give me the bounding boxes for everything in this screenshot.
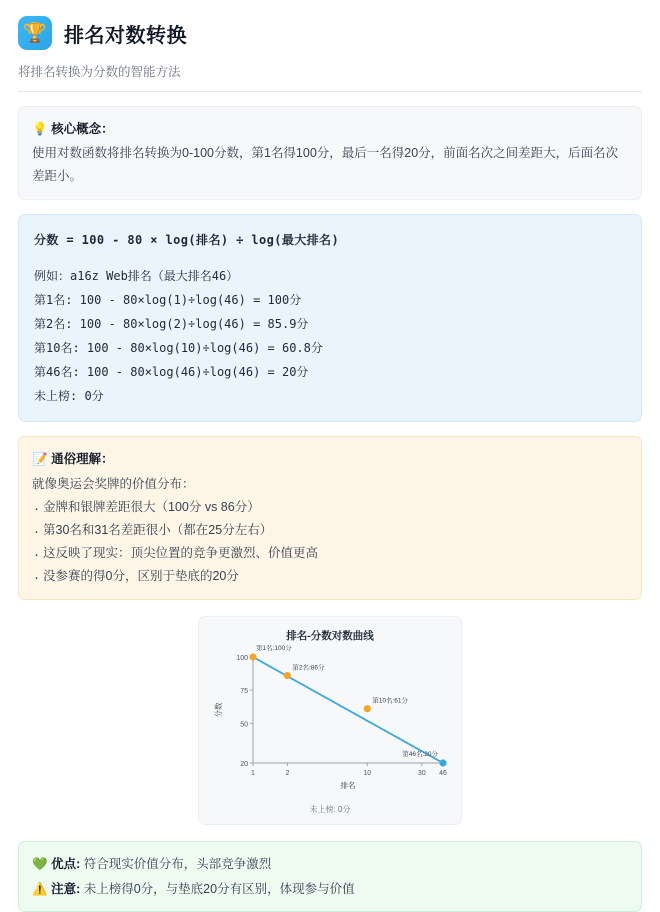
formula-line: 未上榜: 0分 <box>34 389 104 404</box>
heart-icon: 💚 <box>32 857 48 872</box>
svg-text:1: 1 <box>251 770 255 778</box>
list-item: · 没参赛的得0分，区别于垫底的20分 <box>32 565 628 588</box>
chart-card <box>198 616 462 825</box>
chart-section <box>18 616 642 825</box>
chart-title: 排名-分数对数曲线 <box>286 630 374 643</box>
svg-text:10: 10 <box>363 770 372 778</box>
plain-language-bullets <box>32 496 628 589</box>
page-subtitle: 将排名转换为分数的智能方法 <box>18 65 181 79</box>
core-concept-body: 使用对数函数将排名转换为0-100分数，第1名得100分，最后一名得20分，前面名次之间差距大，后面名次差距小。 <box>32 146 619 184</box>
svg-text:2: 2 <box>285 770 290 778</box>
plain-language-box <box>18 436 642 600</box>
pros-line <box>32 852 628 876</box>
trophy-icon: 🏆 <box>18 16 52 50</box>
header-divider <box>18 91 642 92</box>
page-title: 排名对数转换 <box>64 24 187 47</box>
svg-text:30: 30 <box>417 770 426 778</box>
caution-label: 注意: <box>51 881 81 896</box>
svg-text:50: 50 <box>240 721 248 729</box>
svg-text:排名: 排名 <box>340 781 356 791</box>
plain-language-intro: 就像奥运会奖牌的价值分布： <box>32 476 195 491</box>
svg-text:75: 75 <box>240 688 248 696</box>
core-concept-title-text: 核心概念： <box>51 122 114 136</box>
summary-box <box>18 841 642 912</box>
formula-line: 第2名: 100 - 80×log(2)÷log(46) = 85.9分 <box>34 317 309 332</box>
core-concept-box <box>18 106 642 200</box>
list-item: · 这反映了现实：顶尖位置的竞争更激烈、价值更高 <box>32 542 628 565</box>
svg-text:第2名:86分: 第2名:86分 <box>292 664 325 672</box>
svg-text:第1名:100分: 第1名:100分 <box>256 645 292 653</box>
list-item: · 金牌和银牌差距很大（100分 vs 86分） <box>32 496 628 519</box>
svg-text:20: 20 <box>240 761 248 769</box>
page-header <box>18 16 642 50</box>
svg-text:第46名:20分: 第46名:20分 <box>402 751 438 759</box>
caution-text: 未上榜得0分，与垫底20分有区别，体现参与价值 <box>83 881 355 896</box>
formula-box <box>18 214 642 422</box>
memo-icon: 📝 <box>32 452 48 467</box>
caution-line <box>32 877 628 901</box>
list-item: · 第30名和31名差距很小（都在25分左右） <box>32 519 628 542</box>
svg-text:第10名:61分: 第10名:61分 <box>372 697 409 705</box>
plain-language-title-text: 通俗理解： <box>51 452 114 467</box>
formula-line: 第1名: 100 - 80×log(1)÷log(46) = 100分 <box>34 293 302 308</box>
core-concept-title <box>32 118 628 141</box>
pros-text: 符合现实价值分布，头部竞争激烈 <box>83 857 272 872</box>
plain-language-title <box>32 448 628 471</box>
formula-line: 第46名: 100 - 80×log(46)÷log(46) = 20分 <box>34 365 309 380</box>
bulb-icon: 💡 <box>32 122 48 136</box>
svg-text:分数: 分数 <box>214 702 223 718</box>
formula-example-title: 例如：a16z Web排名（最大排名46） <box>34 269 239 284</box>
chart-footnote: 未上榜: 0分 <box>309 805 351 815</box>
rank-score-log-curve-chart <box>207 645 455 797</box>
svg-text:46: 46 <box>439 770 447 778</box>
formula-main: 分数 = 100 - 80 × log(排名) ÷ log(最大排名) <box>34 233 340 248</box>
svg-text:100: 100 <box>236 655 248 663</box>
pros-label: 优点: <box>51 857 81 872</box>
formula-line: 第10名: 100 - 80×log(10)÷log(46) = 60.8分 <box>34 341 323 356</box>
warning-icon: ⚠️ <box>32 881 48 896</box>
